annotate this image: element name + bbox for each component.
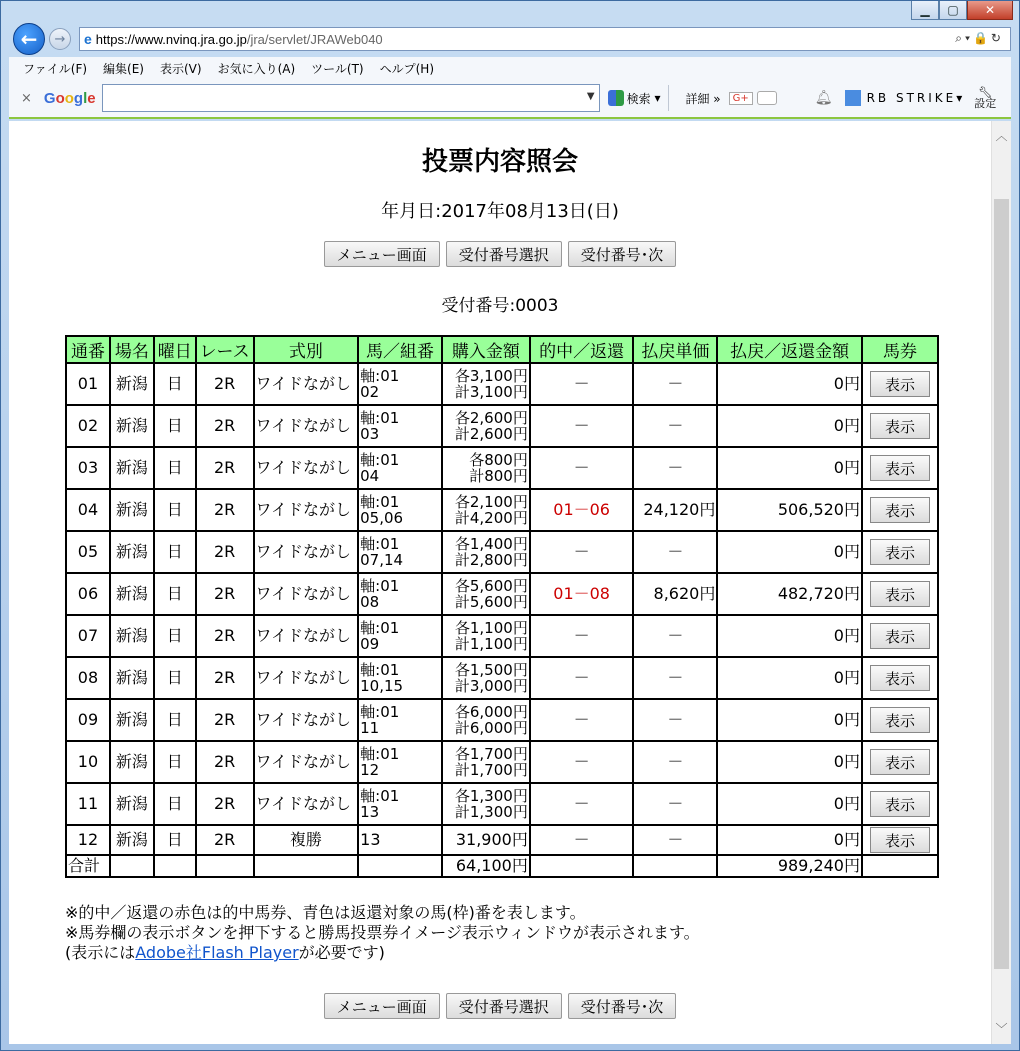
- back-arrow-icon: ←: [20, 27, 38, 51]
- table-row: [66, 489, 938, 531]
- cell-hit: 01－06: [530, 489, 634, 531]
- cell-hit: －: [530, 699, 634, 741]
- close-button[interactable]: ✕: [967, 1, 1013, 20]
- table-row: [66, 573, 938, 615]
- cell-payout: 0円: [717, 405, 862, 447]
- url-path: /jra/servlet/JRAWeb040: [246, 31, 383, 47]
- maximize-button[interactable]: ▢: [939, 1, 967, 20]
- cell-type: ワイドながし: [254, 783, 359, 825]
- combo-partners: 02: [360, 383, 380, 401]
- cell-no: 08: [66, 657, 110, 699]
- cell-race: 2R: [196, 531, 254, 573]
- amount-each: 各1,700円: [454, 745, 528, 763]
- show-ticket-button[interactable]: 表示: [870, 497, 930, 523]
- cell-combo: [358, 489, 442, 531]
- cell-venue: 新潟: [110, 489, 154, 531]
- cell-day: 日: [154, 405, 196, 447]
- notes: [65, 903, 700, 963]
- column-header: 式別: [254, 336, 359, 363]
- cell-type: ワイドながし: [254, 531, 359, 573]
- combo-axis: 軸:01: [360, 451, 400, 469]
- vertical-scrollbar[interactable]: [991, 121, 1011, 1044]
- cell-venue: 新潟: [110, 531, 154, 573]
- cell-hit: －: [530, 741, 634, 783]
- show-ticket-button[interactable]: 表示: [870, 539, 930, 565]
- cell-amount: 31,900円: [442, 825, 530, 855]
- cell-combo: [358, 615, 442, 657]
- cell-unit-price: 8,620円: [633, 573, 717, 615]
- amount-each: 各1,100円: [454, 619, 528, 637]
- date-line: 年月日:2017年08月13日(日): [381, 201, 619, 222]
- empty-cell: [633, 855, 717, 877]
- column-header: 馬／組番: [358, 336, 442, 363]
- cell-venue: 新潟: [110, 615, 154, 657]
- amount-total: 計1,300円: [454, 803, 528, 821]
- receipt-select-button[interactable]: 受付番号選択: [446, 993, 562, 1019]
- table-row: [66, 783, 938, 825]
- cell-combo: [358, 657, 442, 699]
- amount-each: 各1,400円: [454, 535, 528, 553]
- amount-each: 各800円: [469, 451, 528, 469]
- cell-payout: 506,520円: [717, 489, 862, 531]
- cell-hit: 01－08: [530, 573, 634, 615]
- cell-amount: [442, 783, 530, 825]
- combo-axis: 軸:01: [360, 409, 400, 427]
- cell-payout: 0円: [717, 531, 862, 573]
- combo-partners: 04: [360, 467, 380, 485]
- cell-payout: 482,720円: [717, 573, 862, 615]
- scroll-down-icon[interactable]: ﹀: [995, 1022, 1008, 1036]
- total-label: 合計: [66, 855, 110, 877]
- amount-each: 各6,000円: [454, 703, 528, 721]
- total-row: [66, 855, 938, 877]
- cell-amount: [442, 363, 530, 405]
- cell-type: ワイドながし: [254, 657, 359, 699]
- cell-ticket: [862, 405, 938, 447]
- empty-cell: [154, 855, 196, 877]
- cell-amount: [442, 615, 530, 657]
- column-header: 払戻単価: [633, 336, 717, 363]
- cell-ticket: [862, 573, 938, 615]
- amount-total: 計3,100円: [454, 383, 528, 401]
- cell-race: 2R: [196, 615, 254, 657]
- menu-edit[interactable]: 編集(E): [103, 61, 144, 76]
- cell-hit: －: [530, 657, 634, 699]
- cell-ticket: [862, 825, 938, 855]
- cell-payout: 0円: [717, 825, 862, 855]
- google-logo: Google: [43, 89, 96, 107]
- toolbar-close-icon[interactable]: ×: [21, 90, 32, 106]
- cell-day: 日: [154, 363, 196, 405]
- menu-view[interactable]: 表示(V): [159, 61, 202, 76]
- cell-ticket: [862, 699, 938, 741]
- wrench-icon: 🔧︎: [978, 86, 993, 99]
- cell-unit-price: 24,120円: [633, 489, 717, 531]
- combo-partners: 05,06: [360, 509, 404, 527]
- cell-payout: 0円: [717, 741, 862, 783]
- cell-payout: 0円: [717, 447, 862, 489]
- column-header: 的中／返還: [530, 336, 634, 363]
- amount-total: 計1,100円: [454, 635, 528, 653]
- cell-hit: －: [530, 405, 634, 447]
- details-button[interactable]: 詳細 »: [685, 91, 721, 106]
- table-row: [66, 405, 938, 447]
- cell-hit: －: [530, 615, 634, 657]
- cell-venue: 新潟: [110, 363, 154, 405]
- cell-ticket: [862, 783, 938, 825]
- cell-venue: 新潟: [110, 699, 154, 741]
- cell-hit: －: [530, 825, 634, 855]
- table-row: [66, 447, 938, 489]
- back-button[interactable]: [13, 23, 45, 55]
- cell-amount: [442, 447, 530, 489]
- cell-type: ワイドながし: [254, 615, 359, 657]
- cell-day: 日: [154, 741, 196, 783]
- google-search-input[interactable]: [102, 84, 600, 112]
- cell-day: 日: [154, 615, 196, 657]
- combo-axis: 軸:01: [360, 787, 400, 805]
- cell-combo: [358, 363, 442, 405]
- search-label: 検索: [626, 91, 651, 106]
- column-header: レース: [196, 336, 254, 363]
- amount-total: 計1,700円: [454, 761, 528, 779]
- cell-ticket: [862, 489, 938, 531]
- empty-cell: [196, 855, 254, 877]
- note-line-3-post: が必要です): [298, 943, 385, 962]
- cell-type: ワイドながし: [254, 741, 359, 783]
- cell-combo: [358, 573, 442, 615]
- cell-amount: [442, 657, 530, 699]
- combo-partners: 12: [360, 761, 380, 779]
- cell-unit-price: －: [633, 615, 717, 657]
- cell-ticket: [862, 531, 938, 573]
- amount-total: 計800円: [469, 467, 528, 485]
- cell-ticket: [862, 615, 938, 657]
- top-button-row: [9, 241, 991, 267]
- cell-type: ワイドながし: [254, 447, 359, 489]
- column-header: 購入金額: [442, 336, 530, 363]
- cell-combo: 13: [358, 825, 442, 855]
- cell-day: 日: [154, 489, 196, 531]
- bottom-button-row: [9, 993, 991, 1019]
- cell-hit: －: [530, 447, 634, 489]
- cell-payout: 0円: [717, 363, 862, 405]
- column-header: 曜日: [154, 336, 196, 363]
- cell-unit-price: －: [633, 447, 717, 489]
- page: [9, 121, 991, 1044]
- page-content: [9, 121, 1011, 1044]
- cell-amount: [442, 405, 530, 447]
- combo-partners: 09: [360, 635, 380, 653]
- cell-ticket: [862, 741, 938, 783]
- cell-unit-price: －: [633, 657, 717, 699]
- total-amount: 64,100円: [442, 855, 530, 877]
- column-header: 馬券: [862, 336, 938, 363]
- cell-payout: 0円: [717, 615, 862, 657]
- cell-venue: 新潟: [110, 741, 154, 783]
- cell-venue: 新潟: [110, 657, 154, 699]
- cell-combo: [358, 447, 442, 489]
- table-row: [66, 657, 938, 699]
- cell-type: ワイドながし: [254, 699, 359, 741]
- cell-race: 2R: [196, 573, 254, 615]
- cell-ticket: [862, 363, 938, 405]
- cell-combo: [358, 699, 442, 741]
- amount-total: 計6,000円: [454, 719, 528, 737]
- cell-race: 2R: [196, 699, 254, 741]
- cell-amount: [442, 531, 530, 573]
- toolbar-divider: [668, 85, 669, 111]
- combo-partners: 13: [360, 803, 380, 821]
- amount-total: 計3,000円: [454, 677, 528, 695]
- combo-axis: 軸:01: [360, 367, 400, 385]
- toggle-switch[interactable]: [757, 91, 777, 105]
- empty-cell: [110, 855, 154, 877]
- cell-no: 12: [66, 825, 110, 855]
- bell-icon[interactable]: 🔔︎: [814, 90, 833, 106]
- total-payout: 989,240円: [717, 855, 862, 877]
- show-ticket-button[interactable]: 表示: [870, 749, 930, 775]
- cell-no: 03: [66, 447, 110, 489]
- address-row: [9, 23, 1011, 55]
- cell-race: 2R: [196, 657, 254, 699]
- amount-total: 計2,800円: [454, 551, 528, 569]
- cell-race: 2R: [196, 405, 254, 447]
- cell-hit: －: [530, 363, 634, 405]
- show-ticket-button[interactable]: 表示: [870, 791, 930, 817]
- cell-combo: [358, 741, 442, 783]
- show-ticket-button[interactable]: 表示: [870, 413, 930, 439]
- menu-help[interactable]: ヘルプ(H): [379, 61, 434, 76]
- combo-partners: 08: [360, 593, 380, 611]
- user-name[interactable]: RB STRIKE: [866, 91, 957, 105]
- column-header: 払戻／返還金額: [717, 336, 862, 363]
- cell-no: 10: [66, 741, 110, 783]
- table-row: [66, 615, 938, 657]
- cell-type: ワイドながし: [254, 573, 359, 615]
- receipt-number: 受付番号:0003: [441, 296, 559, 316]
- cell-ticket: [862, 447, 938, 489]
- amount-each: 各5,600円: [454, 577, 528, 595]
- amount-total: 計5,600円: [454, 593, 528, 611]
- table-row: [66, 699, 938, 741]
- cell-race: 2R: [196, 783, 254, 825]
- cell-combo: [358, 783, 442, 825]
- amount-each: 各1,300円: [454, 787, 528, 805]
- combo-axis: 軸:01: [360, 661, 400, 679]
- cell-type: ワイドながし: [254, 363, 359, 405]
- cell-no: 02: [66, 405, 110, 447]
- receipt-select-button[interactable]: 受付番号選択: [446, 241, 562, 267]
- menu-tools[interactable]: ツール(T): [311, 61, 364, 76]
- cell-unit-price: －: [633, 363, 717, 405]
- cell-amount: [442, 573, 530, 615]
- cell-type: ワイドながし: [254, 405, 359, 447]
- cell-day: 日: [154, 657, 196, 699]
- minimize-button[interactable]: ▁: [911, 1, 939, 20]
- empty-cell: [530, 855, 634, 877]
- table-header-row: [66, 336, 938, 363]
- forward-arrow-icon: →: [54, 31, 66, 47]
- show-ticket-button[interactable]: 表示: [870, 665, 930, 691]
- bets-table: [65, 335, 939, 878]
- settings-button[interactable]: [974, 87, 996, 109]
- google-plus-icon[interactable]: G+: [729, 92, 753, 105]
- menu-favorites[interactable]: お気に入り(A): [217, 61, 296, 76]
- cell-amount: [442, 741, 530, 783]
- cell-venue: 新潟: [110, 783, 154, 825]
- page-title: 投票内容照会: [421, 147, 578, 177]
- combo-partners: 11: [360, 719, 380, 737]
- cell-race: 2R: [196, 741, 254, 783]
- cell-no: 05: [66, 531, 110, 573]
- combo-partners: 10,15: [360, 677, 404, 695]
- cell-no: 06: [66, 573, 110, 615]
- show-ticket-button[interactable]: 表示: [870, 581, 930, 607]
- amount-each: 各1,500円: [454, 661, 528, 679]
- cell-type: 複勝: [254, 825, 359, 855]
- cell-day: 日: [154, 573, 196, 615]
- combo-partners: 03: [360, 425, 380, 443]
- show-ticket-button[interactable]: 表示: [870, 623, 930, 649]
- address-bar-icons[interactable]: ⌕▾🔒↻: [955, 31, 1004, 45]
- column-header: 場名: [110, 336, 154, 363]
- combo-axis: 軸:01: [360, 577, 400, 595]
- menu-bar: [9, 57, 1011, 79]
- cell-no: 11: [66, 783, 110, 825]
- show-ticket-button[interactable]: 表示: [870, 707, 930, 733]
- cell-venue: 新潟: [110, 447, 154, 489]
- cell-no: 07: [66, 615, 110, 657]
- avatar[interactable]: [845, 90, 861, 106]
- cell-combo: [358, 531, 442, 573]
- show-ticket-button[interactable]: 表示: [870, 827, 930, 853]
- chevron-down-icon[interactable]: ▾: [956, 91, 963, 105]
- note-line-1: ※的中／返還の赤色は的中馬券、青色は返還対象の馬(枠)番を表します。: [65, 903, 586, 922]
- amount-total: 計4,200円: [454, 509, 528, 527]
- note-line-3-pre: (表示には: [65, 943, 136, 962]
- cell-venue: 新潟: [110, 825, 154, 855]
- amount-each: 各3,100円: [454, 367, 528, 385]
- menu-screen-button[interactable]: メニュー画面: [324, 993, 440, 1019]
- chevron-down-icon[interactable]: ▼: [586, 91, 595, 102]
- cell-amount: [442, 489, 530, 531]
- scroll-up-icon[interactable]: ︿: [995, 129, 1008, 143]
- cell-hit: －: [530, 783, 634, 825]
- table-row: [66, 363, 938, 405]
- menu-file[interactable]: ファイル(F): [23, 61, 88, 76]
- cell-hit: －: [530, 531, 634, 573]
- cell-unit-price: －: [633, 699, 717, 741]
- receipt-next-button[interactable]: 受付番号･次: [568, 241, 677, 267]
- column-header: 通番: [66, 336, 110, 363]
- cell-race: 2R: [196, 447, 254, 489]
- cell-unit-price: －: [633, 783, 717, 825]
- cell-combo: [358, 405, 442, 447]
- show-ticket-button[interactable]: 表示: [870, 455, 930, 481]
- cell-ticket: [862, 657, 938, 699]
- empty-cell: [254, 855, 359, 877]
- google-search-button[interactable]: 検索 ▾: [608, 90, 661, 107]
- amount-each: 各2,600円: [454, 409, 528, 427]
- url-host: https://www.nvinq.jra.go.jp: [95, 31, 247, 47]
- address-bar[interactable]: [79, 27, 1011, 51]
- empty-cell: [862, 855, 938, 877]
- empty-cell: [358, 855, 442, 877]
- ie-page-icon: e: [84, 31, 92, 47]
- note-line-2: ※馬券欄の表示ボタンを押下すると勝馬投票券イメージ表示ウィンドウが表示されます。: [65, 923, 700, 942]
- table-row: [66, 741, 938, 783]
- amount-total: 計2,600円: [454, 425, 528, 443]
- combo-partners: 07,14: [360, 551, 404, 569]
- cell-race: 2R: [196, 489, 254, 531]
- combo-axis: 軸:01: [360, 745, 400, 763]
- cell-race: 2R: [196, 825, 254, 855]
- cell-day: 日: [154, 783, 196, 825]
- cell-venue: 新潟: [110, 573, 154, 615]
- note-line-3: [65, 943, 700, 963]
- flash-player-link[interactable]: Adobe社Flash Player: [135, 943, 299, 962]
- cell-race: 2R: [196, 363, 254, 405]
- cell-no: 01: [66, 363, 110, 405]
- cell-unit-price: －: [633, 825, 717, 855]
- menu-screen-button[interactable]: メニュー画面: [324, 241, 440, 267]
- table-row: [66, 531, 938, 573]
- combo-axis: 軸:01: [360, 619, 400, 637]
- combo-axis: 軸:01: [360, 703, 400, 721]
- scrollbar-thumb[interactable]: [994, 199, 1009, 969]
- combo-axis: 軸:01: [360, 493, 400, 511]
- cell-payout: 0円: [717, 699, 862, 741]
- table-row: [66, 825, 938, 855]
- cell-no: 09: [66, 699, 110, 741]
- google-toolbar: [9, 79, 1011, 119]
- cell-type: ワイドながし: [254, 489, 359, 531]
- cell-payout: 0円: [717, 783, 862, 825]
- cell-unit-price: －: [633, 531, 717, 573]
- cell-amount: [442, 699, 530, 741]
- cell-no: 04: [66, 489, 110, 531]
- search-icon: [608, 90, 624, 106]
- cell-unit-price: －: [633, 741, 717, 783]
- cell-payout: 0円: [717, 657, 862, 699]
- cell-unit-price: －: [633, 405, 717, 447]
- forward-button[interactable]: [49, 28, 71, 50]
- cell-venue: 新潟: [110, 405, 154, 447]
- amount-each: 各2,100円: [454, 493, 528, 511]
- settings-label: 設定: [974, 97, 997, 110]
- show-ticket-button[interactable]: 表示: [870, 371, 930, 397]
- combo-axis: 軸:01: [360, 535, 400, 553]
- cell-day: 日: [154, 699, 196, 741]
- window-controls: [911, 1, 1013, 20]
- cell-day: 日: [154, 825, 196, 855]
- cell-day: 日: [154, 531, 196, 573]
- receipt-next-button[interactable]: 受付番号･次: [568, 993, 677, 1019]
- cell-day: 日: [154, 447, 196, 489]
